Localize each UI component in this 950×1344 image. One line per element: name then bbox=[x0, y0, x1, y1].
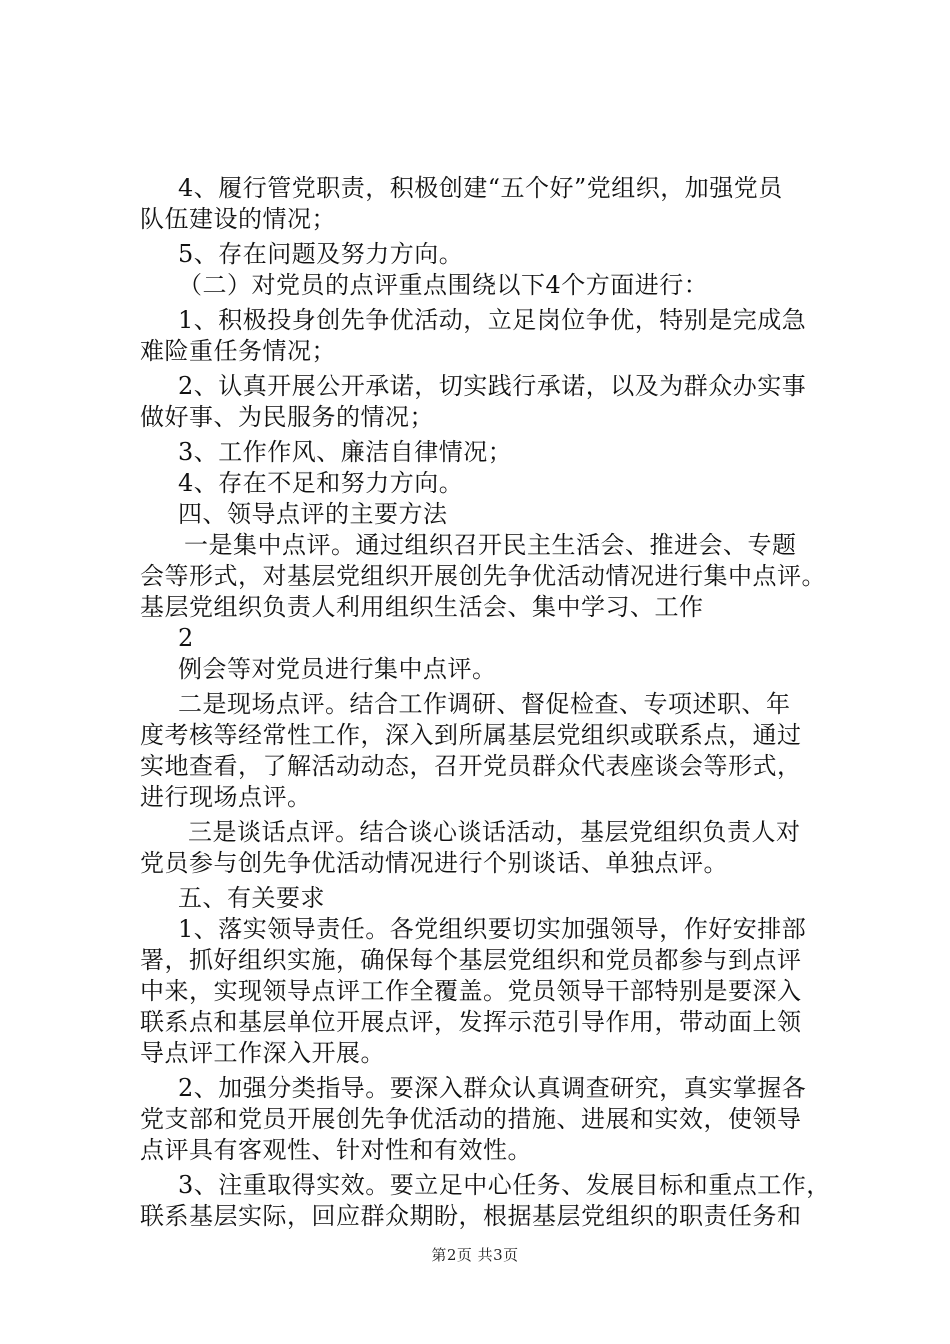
document-body bbox=[140, 173, 840, 1232]
page-indicator: 第2页 共3页 bbox=[431, 1246, 519, 1264]
text-line: 队伍建设的情况； bbox=[140, 205, 336, 233]
text-line: 导点评工作深入开展。 bbox=[140, 1039, 385, 1067]
section-heading: 四、领导点评的主要方法 bbox=[178, 500, 448, 528]
text-line: 点评具有客观性、针对性和有效性。 bbox=[140, 1136, 532, 1164]
text-line: 3、工作作风、廉洁自律情况； bbox=[178, 438, 513, 466]
text-line: 1、积极投身创先争优活动，立足岗位争优，特别是完成急 bbox=[178, 306, 807, 334]
text-line: 三是谈话点评。结合谈心谈话活动，基层党组织负责人对 bbox=[188, 818, 801, 846]
text-line: 实地查看，了解活动动态，召开党员群众代表座谈会等形式， bbox=[140, 752, 802, 780]
text-line: 进行现场点评。 bbox=[140, 783, 312, 811]
text-line: 例会等对党员进行集中点评。 bbox=[178, 655, 497, 683]
text-line: 会等形式，对基层党组织开展创先争优活动情况进行集中点评。 bbox=[140, 562, 826, 590]
text-line: 党支部和党员开展创先争优活动的措施、进展和实效，使领导 bbox=[140, 1105, 802, 1133]
text-line: 做好事、为民服务的情况； bbox=[140, 403, 434, 431]
section-heading: 五、有关要求 bbox=[178, 884, 325, 912]
text-line: 度考核等经常性工作，深入到所属基层党组织或联系点，通过 bbox=[140, 721, 802, 749]
text-line: 3、注重取得实效。要立足中心任务、发展目标和重点工作， bbox=[178, 1171, 831, 1199]
section-subheading: （二）对党员的点评重点围绕以下4个方面进行： bbox=[178, 271, 709, 299]
text-line: 联系基层实际，回应群众期盼，根据基层党组织的职责任务和 bbox=[140, 1202, 802, 1230]
text-line: 2、加强分类指导。要深入群众认真调查研究，真实掌握各 bbox=[178, 1074, 807, 1102]
text-line: 5、存在问题及努力方向。 bbox=[178, 240, 464, 268]
text-line: 4、存在不足和努力方向。 bbox=[178, 469, 464, 497]
text-line: 二是现场点评。结合工作调研、督促检查、专项述职、年 bbox=[178, 690, 791, 718]
text-line: 党员参与创先争优活动情况进行个别谈话、单独点评。 bbox=[140, 849, 728, 877]
text-line: 署，抓好组织实施，确保每个基层党组织和党员都参与到点评 bbox=[140, 946, 802, 974]
page-number-marker: 2 bbox=[178, 624, 194, 652]
text-line: 一是集中点评。通过组织召开民主生活会、推进会、专题 bbox=[184, 531, 797, 559]
text-line: 1、落实领导责任。各党组织要切实加强领导，作好安排部 bbox=[178, 915, 807, 943]
text-line: 4、履行管党职责，积极创建“五个好”党组织，加强党员 bbox=[178, 174, 783, 202]
text-line: 2、认真开展公开承诺，切实践行承诺，以及为群众办实事 bbox=[178, 372, 807, 400]
text-line: 联系点和基层单位开展点评，发挥示范引导作用，带动面上领 bbox=[140, 1008, 802, 1036]
page-footer bbox=[0, 1245, 950, 1265]
text-line: 中来，实现领导点评工作全覆盖。党员领导干部特别是要深入 bbox=[140, 977, 802, 1005]
text-line: 基层党组织负责人利用组织生活会、集中学习、工作 bbox=[140, 593, 704, 621]
text-line: 难险重任务情况； bbox=[140, 337, 336, 365]
